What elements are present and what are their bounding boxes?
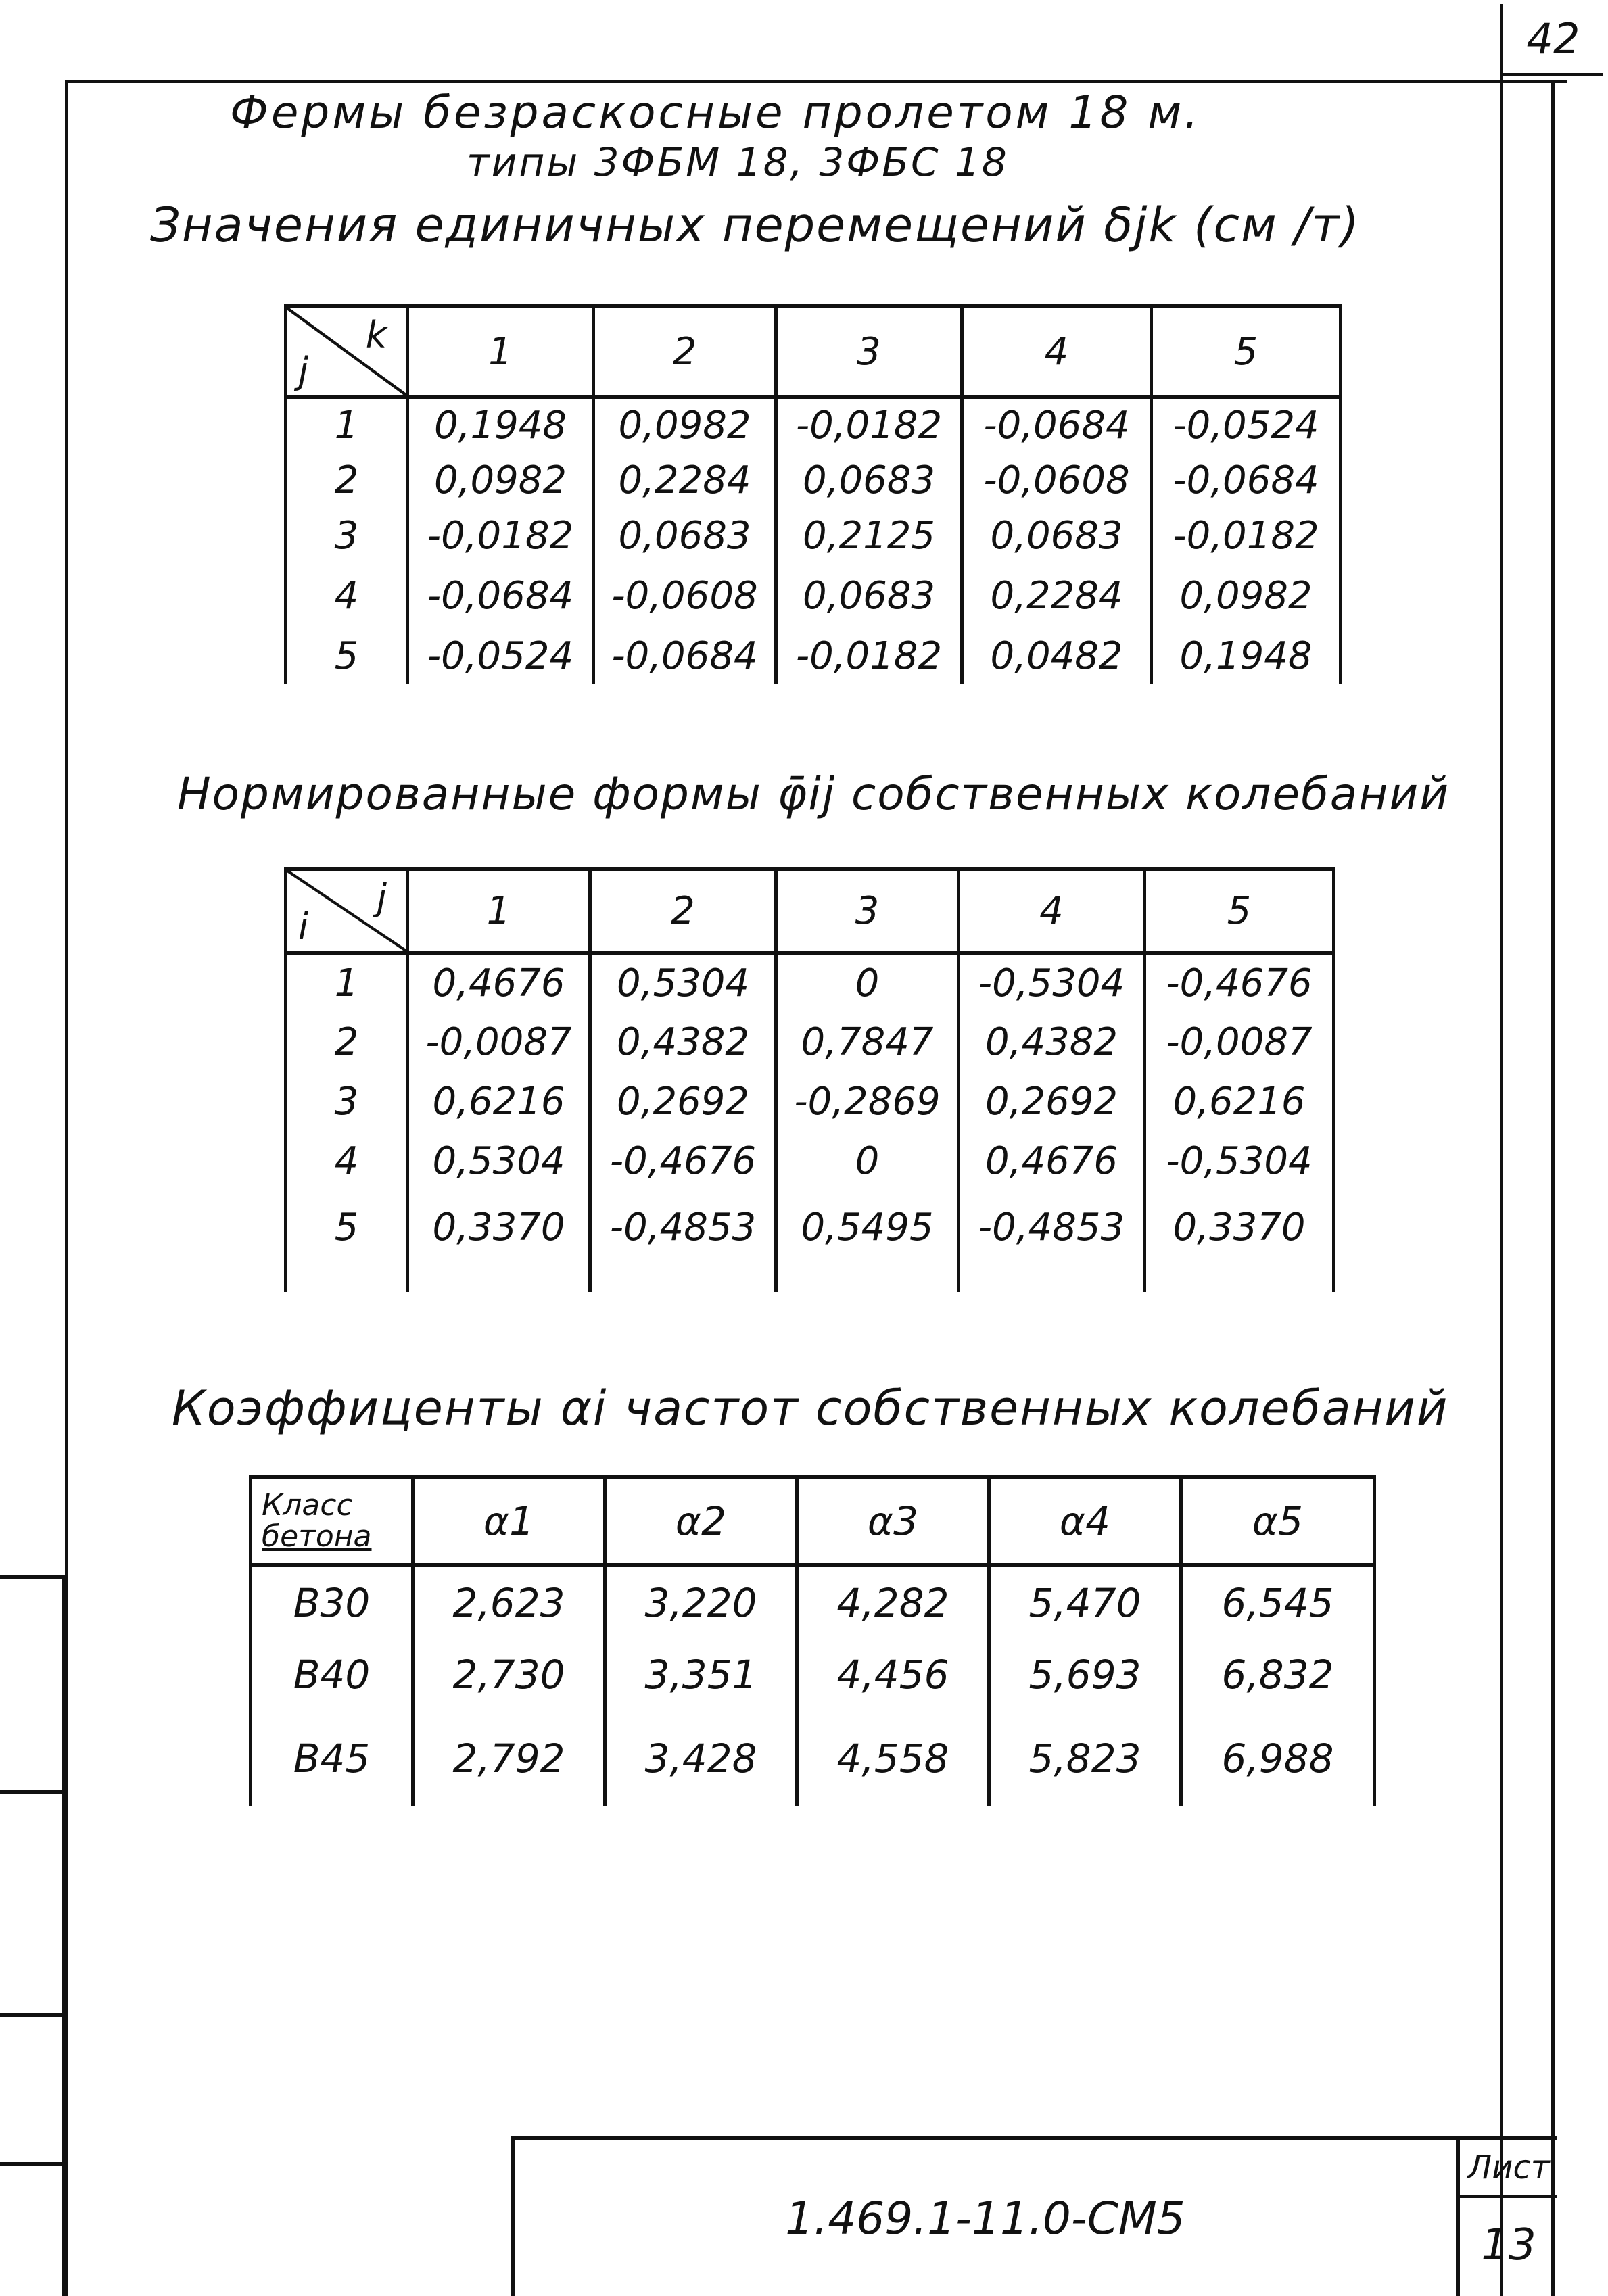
table1 bbox=[284, 304, 1342, 684]
table-cell: 0,0683 bbox=[594, 508, 776, 563]
row-label: 1 bbox=[286, 953, 408, 1012]
table-cell: -0,2869 bbox=[776, 1072, 959, 1131]
table-cell: -0,5304 bbox=[959, 953, 1145, 1012]
row-label: 5 bbox=[286, 1191, 408, 1292]
table3-col-header: α5 bbox=[1181, 1477, 1375, 1565]
table3-corner-line2: бетона bbox=[262, 1519, 372, 1554]
table-cell: 0,3370 bbox=[1145, 1191, 1334, 1292]
table-row bbox=[286, 1131, 1334, 1191]
table-cell: -0,0524 bbox=[408, 628, 594, 684]
table2-col-header: 1 bbox=[408, 869, 590, 953]
table1-col-header: 5 bbox=[1152, 306, 1341, 397]
table1-col-header: 3 bbox=[776, 306, 962, 397]
row-label: B40 bbox=[251, 1638, 413, 1711]
row-label: 2 bbox=[286, 452, 408, 508]
table-cell: -0,0608 bbox=[962, 452, 1152, 508]
table-row bbox=[286, 563, 1341, 628]
table2-col-header: 4 bbox=[959, 869, 1145, 953]
table-row bbox=[286, 953, 1334, 1012]
table-cell: 3,351 bbox=[605, 1638, 797, 1711]
table-cell: 0,2284 bbox=[594, 452, 776, 508]
table-cell: 5,470 bbox=[989, 1565, 1181, 1638]
table-cell: 0,4382 bbox=[959, 1012, 1145, 1072]
table1-corner-top: k bbox=[365, 314, 387, 356]
table-cell: -0,0684 bbox=[1152, 452, 1341, 508]
table3-col-header: α3 bbox=[797, 1477, 989, 1565]
table-cell: 4,282 bbox=[797, 1565, 989, 1638]
table-cell: 6,545 bbox=[1181, 1565, 1375, 1638]
table3-col-header: α4 bbox=[989, 1477, 1181, 1565]
table3-title: Коэффиценты αi частот собственных колебаний bbox=[172, 1381, 1449, 1436]
table-cell: 0,0982 bbox=[1152, 563, 1341, 628]
table-cell: 0,2692 bbox=[590, 1072, 776, 1131]
table2-corner-top: j bbox=[376, 876, 387, 919]
row-label: 3 bbox=[286, 508, 408, 563]
table-cell: 0,3370 bbox=[408, 1191, 590, 1292]
table1-col-header: 2 bbox=[594, 306, 776, 397]
row-label: B45 bbox=[251, 1711, 413, 1806]
table-cell: 0,0482 bbox=[962, 628, 1152, 684]
table-cell: 0,6216 bbox=[1145, 1072, 1334, 1131]
table3-corner-line1: Класс bbox=[262, 1488, 353, 1523]
table-row bbox=[251, 1638, 1375, 1711]
frame-left-line bbox=[65, 80, 68, 2296]
table2-title: Нормированные формы φ̄ij собственных колебаний bbox=[177, 768, 1450, 820]
table-cell: 0 bbox=[776, 953, 959, 1012]
row-label: 1 bbox=[286, 397, 408, 452]
table-cell: -0,4853 bbox=[959, 1191, 1145, 1292]
table-cell: 6,988 bbox=[1181, 1711, 1375, 1806]
table-cell: -0,0087 bbox=[408, 1012, 590, 1072]
title-block bbox=[511, 2136, 1557, 2296]
table-cell: -0,4676 bbox=[1145, 953, 1334, 1012]
table-cell: -0,0684 bbox=[408, 563, 594, 628]
table-cell: -0,0684 bbox=[962, 397, 1152, 452]
row-label: 4 bbox=[286, 1131, 408, 1191]
row-label: 3 bbox=[286, 1072, 408, 1131]
table-cell: 0,2125 bbox=[776, 508, 962, 563]
page-number: 42 bbox=[1500, 4, 1603, 76]
row-label: B30 bbox=[251, 1565, 413, 1638]
table-row bbox=[286, 1072, 1334, 1131]
table2 bbox=[284, 867, 1335, 1292]
table-cell: 4,456 bbox=[797, 1638, 989, 1711]
table-cell: 6,832 bbox=[1181, 1638, 1375, 1711]
table1-col-header: 4 bbox=[962, 306, 1152, 397]
table-row bbox=[251, 1565, 1375, 1638]
table3-corner bbox=[251, 1477, 413, 1565]
table-row bbox=[286, 1012, 1334, 1072]
table-cell: 2,623 bbox=[413, 1565, 605, 1638]
table-cell: -0,0087 bbox=[1145, 1012, 1334, 1072]
frame-right-outer-line bbox=[1500, 4, 1503, 2296]
table-cell: -0,5304 bbox=[1145, 1131, 1334, 1191]
table1-corner-bottom: j bbox=[298, 350, 309, 392]
table-cell: 0,2692 bbox=[959, 1072, 1145, 1131]
table-row bbox=[286, 628, 1341, 684]
table3-col-header: α2 bbox=[605, 1477, 797, 1565]
table-cell: 2,730 bbox=[413, 1638, 605, 1711]
table-cell: -0,4676 bbox=[590, 1131, 776, 1191]
table-cell: 0,0683 bbox=[962, 508, 1152, 563]
sheet-label: Лист bbox=[1460, 2140, 1557, 2198]
table-row bbox=[286, 452, 1341, 508]
table-row bbox=[286, 1191, 1334, 1292]
row-label: 5 bbox=[286, 628, 408, 684]
sheet-box bbox=[1456, 2140, 1557, 2296]
document-code: 1.469.1-11.0-CM5 bbox=[785, 2192, 1185, 2245]
table-cell: 0,0683 bbox=[776, 452, 962, 508]
frame-top-line bbox=[65, 80, 1567, 83]
table-cell: 0,1948 bbox=[1152, 628, 1341, 684]
table2-corner bbox=[286, 869, 408, 953]
table-cell: 0,1948 bbox=[408, 397, 594, 452]
left-side-stamp bbox=[0, 1575, 65, 2296]
table-cell: 0,5304 bbox=[408, 1131, 590, 1191]
table-cell: -0,0608 bbox=[594, 563, 776, 628]
table-cell: -0,0182 bbox=[1152, 508, 1341, 563]
table-row bbox=[286, 508, 1341, 563]
table-cell: 4,558 bbox=[797, 1711, 989, 1806]
table-row bbox=[286, 397, 1341, 452]
table-cell: 0,0982 bbox=[594, 397, 776, 452]
table2-col-header: 3 bbox=[776, 869, 959, 953]
table-cell: 0,5304 bbox=[590, 953, 776, 1012]
table-cell: 0,0683 bbox=[776, 563, 962, 628]
table-cell: 0,4382 bbox=[590, 1012, 776, 1072]
sheet-number: 13 bbox=[1481, 2220, 1536, 2270]
table-cell: 5,823 bbox=[989, 1711, 1181, 1806]
table1-corner bbox=[286, 306, 408, 397]
table-cell: 0,2284 bbox=[962, 563, 1152, 628]
table-cell: 5,693 bbox=[989, 1638, 1181, 1711]
table2-col-header: 2 bbox=[590, 869, 776, 953]
table-cell: 0,4676 bbox=[408, 953, 590, 1012]
table-cell: 0,4676 bbox=[959, 1131, 1145, 1191]
table2-corner-bottom: i bbox=[298, 905, 309, 948]
table1-col-header: 1 bbox=[408, 306, 594, 397]
row-label: 4 bbox=[286, 563, 408, 628]
table3-col-header: α1 bbox=[413, 1477, 605, 1565]
table-cell: 0,5495 bbox=[776, 1191, 959, 1292]
table-cell: -0,0182 bbox=[776, 397, 962, 452]
table-cell: -0,4853 bbox=[590, 1191, 776, 1292]
table-cell: 0,7847 bbox=[776, 1012, 959, 1072]
header-line-2: типы 3ФБМ 18, 3ФБС 18 bbox=[467, 139, 1009, 185]
table3 bbox=[249, 1475, 1376, 1806]
table-cell: 3,220 bbox=[605, 1565, 797, 1638]
header-line-1: Фермы безраскосные пролетом 18 м. bbox=[230, 87, 1202, 139]
table-cell: 0,0982 bbox=[408, 452, 594, 508]
table-row bbox=[251, 1711, 1375, 1806]
row-label: 2 bbox=[286, 1012, 408, 1072]
table-cell: -0,0182 bbox=[408, 508, 594, 563]
frame-right-line bbox=[1551, 80, 1555, 2296]
table1-title: Значения единичных перемещений δjk (см /т) bbox=[150, 197, 1361, 253]
table-cell: 2,792 bbox=[413, 1711, 605, 1806]
table-cell: -0,0524 bbox=[1152, 397, 1341, 452]
table-cell: -0,0182 bbox=[776, 628, 962, 684]
table-cell: 3,428 bbox=[605, 1711, 797, 1806]
table-cell: 0 bbox=[776, 1131, 959, 1191]
table-cell: -0,0684 bbox=[594, 628, 776, 684]
table2-col-header: 5 bbox=[1145, 869, 1334, 953]
table-cell: 0,6216 bbox=[408, 1072, 590, 1131]
